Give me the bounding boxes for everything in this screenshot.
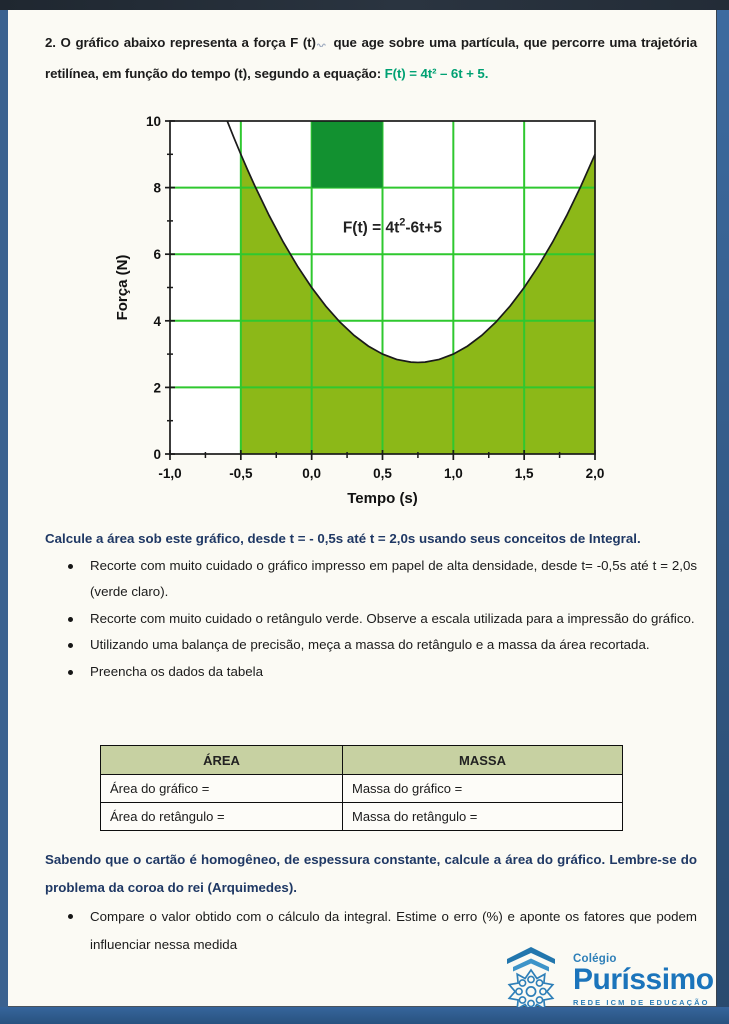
bullet-icon bbox=[68, 914, 73, 919]
svg-text:Força (N): Força (N) bbox=[114, 254, 131, 321]
svg-text:2,0: 2,0 bbox=[585, 466, 605, 481]
table-cell: Área do retângulo = bbox=[101, 803, 343, 831]
logo-text-block bbox=[573, 946, 714, 1007]
force-time-chart bbox=[105, 110, 645, 510]
list-item bbox=[45, 659, 697, 686]
list-item bbox=[45, 632, 697, 659]
bullet-icon bbox=[68, 564, 73, 569]
logo-emblem-icon bbox=[500, 946, 564, 1014]
logo-school-name: Puríssimo bbox=[573, 963, 714, 996]
bullet-text: Preencha os dados da tabela bbox=[90, 663, 263, 679]
bullet-text: Utilizando uma balança de precisão, meça a massa do retângulo e a massa da área recortada. bbox=[90, 637, 650, 653]
table-cell: Área do gráfico = bbox=[101, 775, 343, 803]
closing-section bbox=[45, 846, 697, 958]
svg-text:4: 4 bbox=[153, 313, 161, 329]
closing-heading: Sabendo que o cartão é homogêneo, de espessura constante, calcule a área do gráfico. Lembre-se do problema da coroa do rei (Arquimedes). bbox=[45, 852, 697, 895]
bullet-text: Recorte com muito cuidado o gráfico impresso em papel de alta densidade, desde t= -0,5s até t = 2,0s (verde claro). bbox=[90, 557, 697, 600]
bullet-icon bbox=[68, 643, 73, 648]
equation-inline-text: F(t) = 4t² – 6t + 5. bbox=[384, 66, 489, 81]
school-logo bbox=[500, 946, 714, 1014]
problem-text: 2. O gráfico abaixo representa a força F (t) bbox=[45, 35, 316, 50]
svg-text:10: 10 bbox=[145, 114, 161, 129]
spellcheck-squiggle-icon bbox=[317, 27, 328, 58]
svg-text:-1,0: -1,0 bbox=[158, 466, 182, 481]
svg-text:0,0: 0,0 bbox=[302, 466, 322, 481]
table-cell: Massa do gráfico = bbox=[343, 775, 623, 803]
svg-text:6: 6 bbox=[153, 247, 161, 263]
viewer-right-border bbox=[717, 0, 729, 1024]
problem-statement bbox=[45, 27, 697, 89]
instructions-heading: Calcule a área sob este gráfico, desde t = - 0,5s até t = 2,0s usando seus conceitos de Integral. bbox=[45, 531, 641, 546]
table-cell: Massa do retângulo = bbox=[343, 803, 623, 831]
svg-text:1,5: 1,5 bbox=[514, 466, 534, 481]
logo-tagline: REDE ICM DE EDUCAÇÃO bbox=[573, 998, 710, 1007]
table-row bbox=[101, 803, 623, 831]
table-header-row bbox=[101, 746, 623, 775]
problem-text-continued: que age sobre uma partícula, que percorre uma trajetória retilínea, em função do tempo (t), segundo a equação: bbox=[45, 35, 697, 81]
table-row bbox=[101, 775, 623, 803]
svg-text:1,0: 1,0 bbox=[443, 466, 463, 481]
bullet-text: Compare o valor obtido com o cálculo da integral. Estime o erro (%) e aponte os fatores que podem influenciar nessa medida bbox=[90, 909, 697, 952]
list-item bbox=[45, 606, 697, 633]
chart-canvas bbox=[105, 110, 645, 510]
viewer-top-bar bbox=[0, 0, 729, 10]
document-page bbox=[8, 10, 717, 1007]
logo-school-type: Colégio bbox=[573, 953, 617, 965]
svg-text:2: 2 bbox=[153, 380, 161, 396]
svg-text:0,5: 0,5 bbox=[373, 466, 392, 481]
viewer-left-border bbox=[0, 0, 8, 1024]
bullet-text: Recorte com muito cuidado o retângulo verde. Observe a escala utilizada para a impressão do gráfico. bbox=[90, 610, 695, 626]
svg-text:-0,5: -0,5 bbox=[229, 466, 253, 481]
svg-text:F(t) = 4t2-6t+5: $F(t) = 4t^2-6t+5$ bbox=[342, 216, 442, 237]
bullet-icon bbox=[68, 670, 73, 675]
measurement-table bbox=[100, 745, 623, 831]
list-item bbox=[45, 553, 697, 606]
viewer-bottom-bar bbox=[0, 1007, 729, 1024]
table-header-area: ÁREA bbox=[101, 746, 343, 775]
table-header-massa: MASSA bbox=[343, 746, 623, 775]
svg-text:0: 0 bbox=[153, 447, 161, 462]
svg-text:8: 8 bbox=[153, 180, 161, 196]
svg-text:Tempo (s): Tempo (s) bbox=[347, 490, 418, 507]
bullet-icon bbox=[68, 617, 73, 622]
instructions-section bbox=[45, 526, 697, 686]
